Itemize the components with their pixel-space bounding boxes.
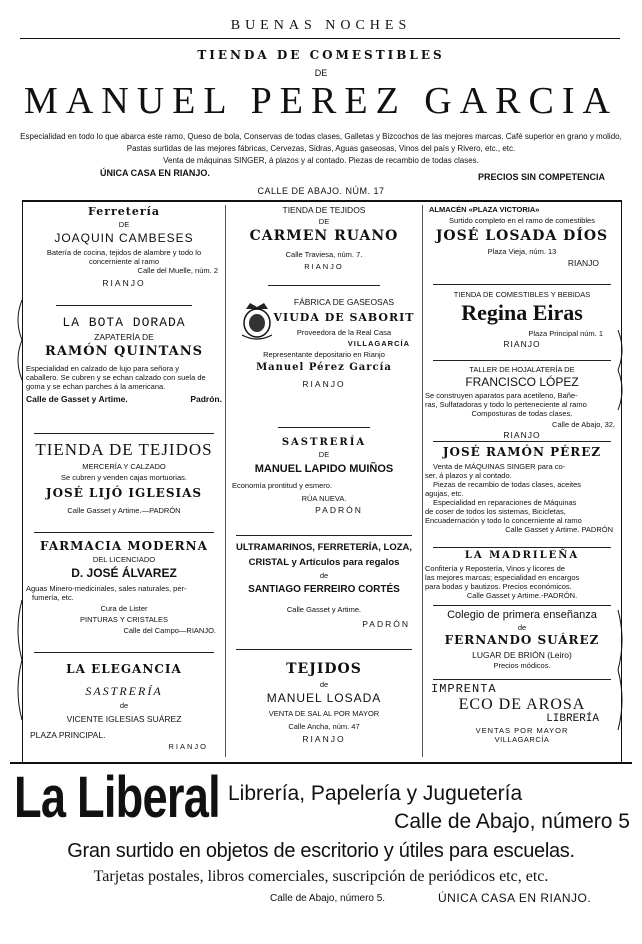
ad-address: Calle de Gasset y Artime. xyxy=(26,394,128,404)
ad-name: SANTIAGO FERREIRO CORTÉS xyxy=(248,584,400,595)
ad-text: para bodas y bautizos. Precios económicos. xyxy=(425,582,572,591)
ad-text: las mejores marcas; especialidad en encargos xyxy=(425,573,580,582)
ad-text: Venta de MÁQUINAS SINGER para co- xyxy=(433,462,566,471)
ad-sastreria-lapido xyxy=(228,437,420,515)
ad-text: ULTRAMARINOS, FERRETERÍA, LOZA, xyxy=(235,542,413,553)
ad-name: JOAQUIN CAMBESES xyxy=(54,231,194,245)
separator xyxy=(433,547,611,548)
brand-la-liberal: La Liberal xyxy=(14,765,220,830)
ad-place: RIANJO xyxy=(102,278,146,288)
ad-text: Aguas Minero-medicinales, sales naturales, per- xyxy=(26,584,187,593)
ad-text: Piezas de recambio de todas clases, aceites xyxy=(433,480,581,489)
ad-place: RIANJO xyxy=(302,379,346,389)
ad-text: Precios módicos. xyxy=(493,661,551,670)
separator xyxy=(236,535,412,536)
ad-name: RAMÓN QUINTANS xyxy=(45,344,203,359)
ad-place: RIANJO xyxy=(503,339,541,349)
footer-address: Calle de Abajo, número 5. xyxy=(270,893,386,904)
ad-text: PINTURAS Y CRISTALES xyxy=(80,615,168,624)
store-de: DE xyxy=(314,68,328,78)
footer-line-4: Tarjetas postales, libros comerciales, suscripción de periódicos etc, etc. xyxy=(93,868,549,885)
ad-address: Plaza Vieja, núm. 13 xyxy=(487,247,557,256)
ad-address: PLAZA PRINCIPAL. xyxy=(30,730,106,740)
ad-text: ser, á plazos y al contado. xyxy=(425,471,512,480)
separator xyxy=(34,652,214,653)
ad-address: Calle Gasset y Artime.-PADRÓN. xyxy=(466,591,578,600)
royal-crest-icon xyxy=(240,301,274,341)
ad-madrilena xyxy=(425,550,619,600)
header-line-2: Pastas surtidas de las mejores fábricas, Cervezas, Sidras, Aguas gaseosas, Vinos del país y Rivero, etc., etc. xyxy=(126,144,516,153)
ad-sub: ZAPATERÍA DE xyxy=(94,332,154,342)
ad-text: IMPRENTA xyxy=(431,682,497,696)
header-line-3: Venta de máquinas SINGER, á plazos y al contado. Piezas de recambio de todas clases. xyxy=(163,156,479,165)
separator xyxy=(56,305,192,306)
ad-place: RIANJO xyxy=(567,258,599,268)
ad-ferreteria xyxy=(26,205,222,288)
ad-bota-dorada xyxy=(26,315,222,404)
ad-farmacia xyxy=(26,539,222,635)
ad-name: VIUDA DE SABORIT xyxy=(273,311,415,324)
ad-place: VILLAGARCÍA xyxy=(494,735,550,744)
footer-line-3: Gran surtido en objetos de escritorio y útiles para escuelas. xyxy=(67,840,575,862)
ad-sub: MERCERÍA Y CALZADO xyxy=(82,462,166,471)
running-title: BUENAS NOCHES xyxy=(230,18,412,33)
ad-address: Calle del Muelle, núm. 2 xyxy=(137,266,218,275)
ad-address: Calle Traviesa, núm. 7. xyxy=(285,250,363,259)
ad-text: Proveedora de la Real Casa xyxy=(296,328,392,337)
ad-elegancia xyxy=(26,662,222,751)
ad-text: concerniente al ramo xyxy=(88,257,160,266)
ad-jose-ramon-perez xyxy=(425,445,619,534)
ad-sub: SASTRERÍA xyxy=(85,684,163,698)
ad-text: de coser de todos los sistemas, Bicicletas, xyxy=(425,507,566,516)
ad-de: DE xyxy=(318,450,330,459)
ad-address: Calle del Campo—RIANJO. xyxy=(123,626,216,635)
ad-text: goma y se echan parches á la americana. xyxy=(26,382,166,391)
ad-place: Padrón. xyxy=(190,394,222,404)
ad-title: TALLER DE HOJALATERÍA DE xyxy=(469,365,575,374)
ad-colegio xyxy=(425,609,619,670)
ad-name: MANUEL LAPIDO MUIÑOS xyxy=(254,463,394,475)
ad-text: caballero. Se cubren y se echan calzado con suela de xyxy=(26,373,206,382)
ad-title: TIENDA DE COMESTIBLES Y BEBIDAS xyxy=(453,290,591,299)
footer-line-1: Librería, Papelería y Juguetería xyxy=(228,782,523,805)
ad-carmen-ruano xyxy=(228,205,420,271)
ad-name: JOSÉ RAMÓN PÉREZ xyxy=(442,445,602,459)
ad-text: Representante depositario en Rianjo xyxy=(263,350,385,359)
footer-line-2: Calle de Abajo, número 5 xyxy=(394,810,630,833)
ad-address: Calle Gasset y Artime. PADRÓN xyxy=(505,525,613,534)
ad-text: Manuel Pérez García xyxy=(256,362,392,373)
ad-text: LIBRERÍA xyxy=(546,713,599,725)
ad-title: FARMACIA MODERNA xyxy=(40,539,208,553)
ad-tejidos-losada xyxy=(228,661,420,744)
column-divider-2 xyxy=(422,205,423,757)
ad-place: PADRÓN xyxy=(362,619,410,629)
ad-text: Se construyen aparatos para acetileno, Bañe- xyxy=(425,391,578,400)
ad-text: CRISTAL y Artículos para regalos xyxy=(248,557,400,568)
ad-title: ALMACÉN «PLAZA VICTORIA» xyxy=(429,205,540,214)
ad-text: VENTA DE SAL AL POR MAYOR xyxy=(268,709,380,718)
separator xyxy=(34,433,214,434)
header-unica: ÚNICA CASA EN RIANJO. xyxy=(100,168,210,178)
ad-name: VICENTE IGLESIAS SUÁREZ xyxy=(66,714,182,724)
separator xyxy=(278,427,370,428)
ad-almacen xyxy=(425,205,619,268)
footer-rule xyxy=(10,762,632,764)
column-divider-1 xyxy=(225,205,226,757)
ad-text: Se cubren y venden cajas mortuorias. xyxy=(61,473,187,482)
ad-de: DE xyxy=(318,217,330,226)
separator xyxy=(433,441,611,442)
ad-de: de xyxy=(517,623,527,632)
ad-regina-eiras xyxy=(425,290,619,349)
ad-title: TEJIDOS xyxy=(286,661,362,677)
ad-gaseosas xyxy=(228,297,420,389)
separator xyxy=(268,285,380,286)
ad-imprenta xyxy=(425,682,619,744)
ad-sub: DEL LICENCIADO xyxy=(92,555,156,564)
owner-name: MANUEL PEREZ GARCIA xyxy=(24,80,618,122)
ad-text: VILLAGARCÍA xyxy=(347,339,410,348)
ad-title: SASTRERÍA xyxy=(281,437,367,448)
ad-name: JOSÉ LOSADA DÍOS xyxy=(435,228,609,244)
ad-text: Confitería y Repostería, Vinos y licores de xyxy=(425,564,565,573)
ad-place: PADRÓN xyxy=(315,505,363,515)
separator xyxy=(433,679,611,680)
ad-de: de xyxy=(319,680,329,689)
ad-name: JOSÉ LIJÓ IGLESIAS xyxy=(45,486,203,500)
ad-de: de xyxy=(319,571,329,580)
ad-place: RIANJO xyxy=(302,734,346,744)
ad-text: VENTAS POR MAYOR xyxy=(475,726,569,735)
store-label: TIENDA DE COMESTIBLES xyxy=(197,48,445,62)
separator xyxy=(34,532,214,533)
ad-title: LA BOTA DORADA xyxy=(62,315,186,330)
header-precios: PRECIOS SIN COMPETENCIA xyxy=(478,172,606,182)
ad-text: ECO DE AROSA xyxy=(458,696,586,713)
ad-de: de xyxy=(119,701,129,710)
ad-address: Calle Gasset y Artime.—PADRÓN xyxy=(67,506,181,515)
ad-address: Calle de Abajo, 32, xyxy=(552,420,615,429)
header-address: CALLE DE ABAJO. NÚM. 17 xyxy=(257,186,385,196)
ad-name: Regina Eiras xyxy=(461,300,583,325)
ad-text: LUGAR DE BRIÓN (Leiro) xyxy=(472,650,572,660)
ad-title: TIENDA DE TEJIDOS xyxy=(35,440,213,459)
ad-place: RIANJO xyxy=(503,430,541,440)
ad-address: Plaza Principal núm. 1 xyxy=(528,329,603,338)
ad-title: Ferretería xyxy=(88,205,160,218)
separator xyxy=(433,605,611,606)
right-ornament-icon xyxy=(612,330,628,750)
separator xyxy=(433,284,611,285)
ad-text: ras, Sulfatadoras y todo lo perteneciente al ramo xyxy=(425,400,587,409)
ad-text: Economía prontitud y esmero. xyxy=(232,481,333,490)
ad-ultramarinos xyxy=(228,542,420,629)
ad-text: agujas, etc. xyxy=(425,489,464,498)
separator xyxy=(433,360,611,361)
header-line-1: Especialidad en todo lo que abarca este ramo, Queso de bola, Conservas de todas clases, Galletas y Bizcochos de las mejores marcas. Café superior en grano y molido, xyxy=(20,132,622,141)
ad-text: Cura de Lister xyxy=(100,604,148,613)
ad-address: Calle Ancha, núm. 47 xyxy=(288,722,360,731)
separator xyxy=(236,649,412,650)
ad-name: D. JOSÉ ÁLVAREZ xyxy=(71,566,177,580)
top-frame-rule xyxy=(22,200,622,202)
ad-hojalateria xyxy=(425,365,619,440)
ad-text: Composturas de todas clases. xyxy=(471,409,573,418)
ad-text: Batería de cocina, tejidos de alambre y todo lo xyxy=(46,248,202,257)
ad-title: LA MADRILEÑA xyxy=(464,550,580,561)
ad-text: fumería, etc. xyxy=(32,593,74,602)
footer-unica: ÚNICA CASA EN RIANJO. xyxy=(438,891,592,905)
ad-address: Calle Gasset y Artime. xyxy=(286,605,362,614)
ad-name: MANUEL LOSADA xyxy=(266,691,382,705)
ad-de: DE xyxy=(118,220,130,229)
ad-title: TIENDA DE TEJIDOS xyxy=(282,205,366,215)
ad-title: Colegio de primera enseñanza xyxy=(447,609,597,621)
ad-name: CARMEN RUANO xyxy=(249,228,399,244)
ad-text: Encuadernación y todo lo concerniente al ramo xyxy=(425,516,582,525)
ad-title: LA ELEGANCIA xyxy=(66,662,182,676)
ad-text: Especialidad en reparaciones de Máquinas xyxy=(433,498,577,507)
ad-name: FRANCISCO LÓPEZ xyxy=(465,375,579,389)
ad-title: FÁBRICA DE GASEOSAS xyxy=(293,297,395,307)
left-ornament-icon xyxy=(12,300,28,770)
ad-name: FERNANDO SUÁREZ xyxy=(444,633,600,647)
ad-place: RIANJO xyxy=(304,262,344,271)
ad-address: RÚA NUEVA. xyxy=(301,494,347,503)
ad-text: Surtido completo en el ramo de comestibles xyxy=(449,216,595,225)
ad-tienda-tejidos xyxy=(26,440,222,515)
header-rule xyxy=(20,38,620,39)
ad-text: Especialidad en calzado de lujo para señora y xyxy=(26,364,180,373)
ad-place: RIANJO xyxy=(168,742,208,751)
